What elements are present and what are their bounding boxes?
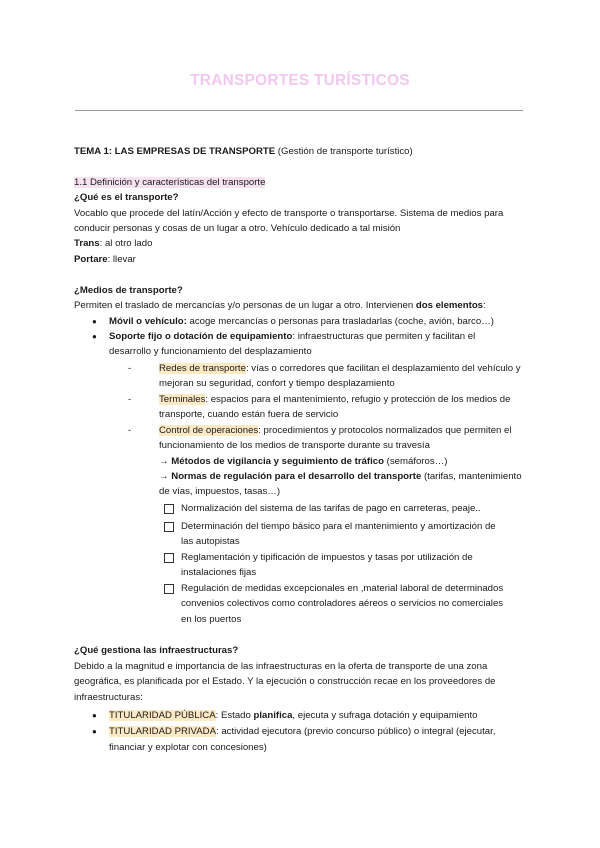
q1-line-1: Vocablo que procede del latín/Acción y efecto de transporte o transportarse. Sistema de medios para xyxy=(74,208,504,219)
bullet-icon: ● xyxy=(92,332,97,341)
q3-line-2: geográfica, es planificada por el Estado. Y la ejecución o construcción recae en los proveedores de xyxy=(74,676,496,687)
dash-icon: - xyxy=(128,394,132,405)
vigilancia-bold: → Métodos de vigilancia y seguimiento de tráfico xyxy=(159,456,384,467)
normas-rest: (tarifas, mantenimiento xyxy=(421,471,522,482)
bullet-soporte-rest: : infraestructuras que permiten y facilitan el xyxy=(292,331,476,342)
control-highlight: Control de operaciones xyxy=(159,425,259,436)
q3-line-1: Debido a la magnitud e importancia de las infraestructuras en la oferta de transporte de una zona xyxy=(74,661,488,672)
checkbox-icon xyxy=(164,584,174,594)
q1-heading: ¿Qué es el transporte? xyxy=(74,192,179,203)
trans-value: : al otro lado xyxy=(99,238,153,249)
privada-rest: : actividad ejecutora (previo concurso público) o integral (ejecutar, xyxy=(215,726,496,737)
q3-line-3: infraestructuras: xyxy=(74,692,143,703)
checklist-impuestos-line-2: instalaciones fijas xyxy=(181,567,257,578)
q1-line-2: conducir personas y cosas de un lugar a otro. Vehículo dedicado a tal misión xyxy=(74,223,401,234)
redes-rest: : vías o corredores que facilitan el desplazamiento del vehículo y xyxy=(245,363,521,374)
bullet-icon: ● xyxy=(92,317,97,326)
trans-label: Trans xyxy=(74,238,100,249)
arrow-normas-line-2: de vías, impuestos, tasas…) xyxy=(159,486,281,497)
publica-pre: : Estado xyxy=(215,710,254,721)
tema-heading xyxy=(74,145,413,158)
checklist-tarifas: Normalización del sistema de las tarifas de pago en carreteras, peaje.. xyxy=(181,503,481,514)
portare-value: : llevar xyxy=(107,254,136,265)
bullet-publica xyxy=(109,709,478,722)
q2-intro-bold: dos elementos xyxy=(415,300,484,311)
checklist-regulacion-line-1: Regulación de medidas excepcionales en ,material laboral de determinados xyxy=(181,583,504,594)
arrow-vigilancia xyxy=(159,455,447,468)
bullet-privada-line-2: financiar y explotar con concesiones) xyxy=(109,742,267,753)
control-rest: : procedimientos y protocolos normalizados que permiten el xyxy=(258,425,512,436)
dash-redes xyxy=(159,362,521,375)
terminales-highlight: Terminales xyxy=(159,394,206,405)
checklist-regulacion-line-3: en los puertos xyxy=(181,614,242,625)
checkbox-icon xyxy=(164,504,174,514)
checklist-impuestos-line-1: Reglamentación y tipificación de impuestos y tasas por utilización de xyxy=(181,552,473,563)
trans-definition xyxy=(74,237,152,250)
tema-heading-bold: TEMA 1: LAS EMPRESAS DE TRANSPORTE xyxy=(74,146,276,157)
bullet-soporte xyxy=(109,330,475,343)
dash-icon: - xyxy=(128,425,132,436)
dash-control-line-2: funcionamiento de los medios de transporte durante su travesía xyxy=(159,440,430,451)
bullet-soporte-line-2: desarrollo y funcionamiento del desplazamiento xyxy=(109,346,312,357)
dash-control xyxy=(159,424,512,437)
checkbox-icon xyxy=(164,522,174,532)
portare-definition xyxy=(74,253,136,266)
publica-bold: planifica xyxy=(253,710,293,721)
title-divider xyxy=(75,110,523,111)
dash-redes-line-2: mejoran su seguridad, confort y tiempo desplazamiento xyxy=(159,378,395,389)
normas-bold: → Normas de regulación para el desarrollo del transporte xyxy=(159,471,422,482)
q2-intro-text: Permiten el traslado de mercancías y/o personas de un lugar a otro. Intervienen xyxy=(74,300,416,311)
publica-highlight: TITULARIDAD PÚBLICA xyxy=(109,710,216,721)
section-1-1-heading xyxy=(74,176,265,189)
q2-intro xyxy=(74,299,486,312)
dash-terminales-line-2: transporte, cuando están fuera de servicio xyxy=(159,409,339,420)
checklist-tiempo-line-1: Determinación del tiempo básico para el mantenimiento y amortización de xyxy=(181,521,496,532)
redes-highlight: Redes de transporte xyxy=(159,363,246,374)
bullet-movil xyxy=(109,315,494,328)
checklist-regulacion-line-2: convenios colectivos como controladores aéreos o servicios no comerciales xyxy=(181,598,504,609)
terminales-rest: : espacios para el mantenimiento, refugio y protección de los medios de xyxy=(205,394,511,405)
tema-heading-rest: (Gestión de transporte turístico) xyxy=(275,146,413,157)
arrow-normas xyxy=(159,470,522,483)
q2-intro-end: : xyxy=(483,300,486,311)
bullet-movil-rest: acoge mercancías o personas para trasladarlas (coche, avión, barco…) xyxy=(186,316,494,327)
publica-rest: , ejecuta y sufraga dotación y equipamiento xyxy=(292,710,478,721)
q2-heading: ¿Medios de transporte? xyxy=(74,285,183,296)
bullet-movil-bold: Móvil o vehículo: xyxy=(109,316,187,327)
portare-label: Portare xyxy=(74,254,108,265)
dash-icon: - xyxy=(128,363,132,374)
checklist-tiempo-line-2: las autopistas xyxy=(181,536,240,547)
dash-terminales xyxy=(159,393,510,406)
bullet-icon: ● xyxy=(92,711,97,720)
document-title: TRANSPORTES TURÍSTICOS xyxy=(190,72,410,89)
vigilancia-rest: (semáforos…) xyxy=(383,456,448,467)
bullet-soporte-bold: Soporte fijo o dotación de equipamiento xyxy=(109,331,293,342)
section-1-1-highlight: 1.1 Definición y características del transporte xyxy=(74,177,266,188)
q3-heading: ¿Qué gestiona las infraestructuras? xyxy=(74,645,239,656)
bullet-icon: ● xyxy=(92,727,97,736)
privada-highlight: TITULARIDAD PRIVADA xyxy=(109,726,216,737)
bullet-privada xyxy=(109,725,495,738)
checkbox-icon xyxy=(164,553,174,563)
